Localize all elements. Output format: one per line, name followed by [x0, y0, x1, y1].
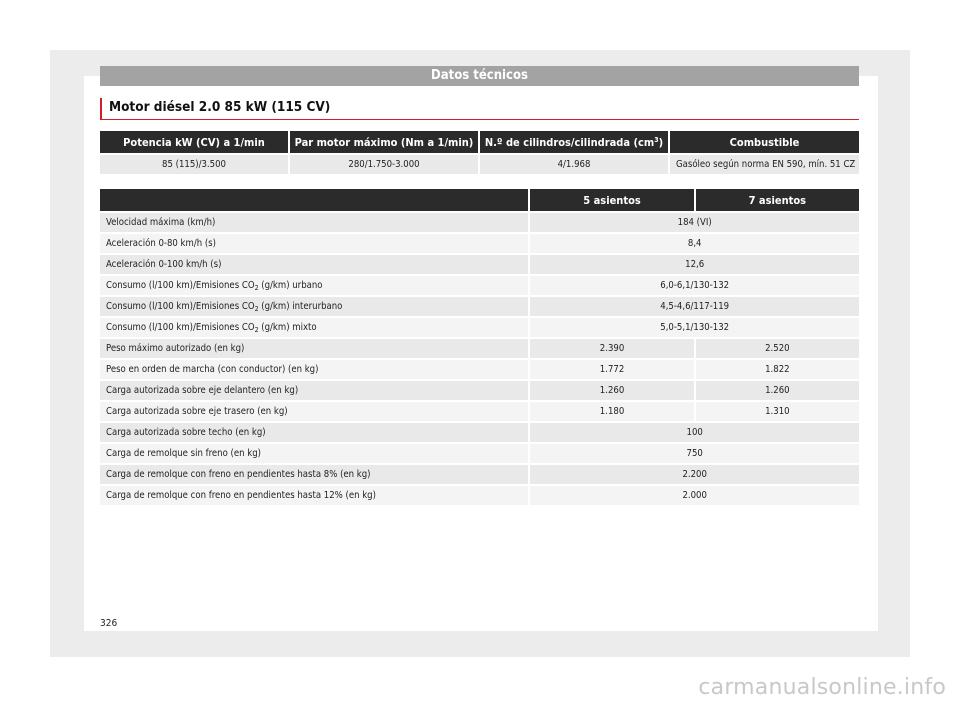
- label-text: (g/km) urbano: [258, 279, 323, 291]
- row-value-7-seats: 2.520: [696, 339, 859, 358]
- table-row: [100, 297, 859, 316]
- table-row: [100, 423, 859, 442]
- row-value-5-seats: 1.260: [530, 381, 693, 400]
- label-sub: 2: [254, 283, 259, 292]
- row-value: 750: [530, 444, 859, 463]
- table-row: [100, 402, 859, 421]
- row-label: [100, 318, 528, 337]
- row-label: [100, 276, 528, 295]
- header-5-seats: 5 asientos: [530, 189, 693, 211]
- label-sub: 2: [254, 325, 259, 334]
- row-value-5-seats: 1.180: [530, 402, 693, 421]
- row-value: 2.000: [530, 486, 859, 505]
- table-row: [100, 444, 859, 463]
- header-cylinders-suffix: ): [658, 135, 664, 149]
- row-label: Carga autorizada sobre eje trasero (en kg): [100, 402, 528, 421]
- header-empty: [100, 189, 528, 211]
- row-label: Carga autorizada sobre techo (en kg): [100, 423, 528, 442]
- row-value-7-seats: 1.822: [696, 360, 859, 379]
- page-title: Motor diésel 2.0 85 kW (115 CV): [100, 98, 859, 120]
- header-cylinders: [480, 131, 668, 153]
- engine-fuel: Gasóleo según norma EN 590, mín. 51 CZ: [670, 155, 859, 174]
- row-value: 8,4: [530, 234, 859, 253]
- engine-power: 85 (115)/3.500: [100, 155, 288, 174]
- table-row: [100, 465, 859, 484]
- table-row: [100, 339, 859, 358]
- row-label: Carga de remolque sin freno (en kg): [100, 444, 528, 463]
- label-text: Consumo (l/100 km)/Emisiones CO: [106, 321, 255, 333]
- table-row: [100, 381, 859, 400]
- row-value: 12,6: [530, 255, 859, 274]
- row-value: 4,5-4,6/117-119: [530, 297, 859, 316]
- row-value: 100: [530, 423, 859, 442]
- label-text: (g/km) interurbano: [258, 300, 343, 312]
- engine-table-row: [100, 155, 859, 174]
- row-value: 184 (VI): [530, 213, 859, 232]
- label-text: Consumo (l/100 km)/Emisiones CO: [106, 300, 255, 312]
- engine-table-header: [100, 131, 859, 153]
- row-value: 6,0-6,1/130-132: [530, 276, 859, 295]
- header-fuel: Combustible: [670, 131, 859, 153]
- row-value-5-seats: 1.772: [530, 360, 693, 379]
- row-label: Velocidad máxima (km/h): [100, 213, 528, 232]
- header-torque: Par motor máximo (Nm a 1/min): [290, 131, 478, 153]
- row-label: Carga de remolque con freno en pendientes hasta 12% (en kg): [100, 486, 528, 505]
- table-row: [100, 213, 859, 232]
- row-label: Carga autorizada sobre eje delantero (en kg): [100, 381, 528, 400]
- row-label: Aceleración 0-100 km/h (s): [100, 255, 528, 274]
- table-row: [100, 318, 859, 337]
- watermark: carmanualsonline.info: [698, 675, 946, 700]
- label-sub: 2: [254, 304, 259, 313]
- row-label: Peso en orden de marcha (con conductor) (en kg): [100, 360, 528, 379]
- engine-cylinders: 4/1.968: [480, 155, 668, 174]
- header-cylinders-sup: 3: [654, 135, 659, 144]
- engine-table: [98, 129, 861, 176]
- row-value-5-seats: 2.390: [530, 339, 693, 358]
- specs-table-header: [100, 189, 859, 211]
- table-row: [100, 276, 859, 295]
- page-number: 326: [100, 618, 118, 629]
- table-row: [100, 255, 859, 274]
- header-cylinders-prefix: N.º de cilindros/cilindrada (cm: [484, 135, 655, 149]
- header-power: Potencia kW (CV) a 1/min: [100, 131, 288, 153]
- header-7-seats: 7 asientos: [696, 189, 859, 211]
- table-row: [100, 360, 859, 379]
- table-row: [100, 486, 859, 505]
- label-text: Consumo (l/100 km)/Emisiones CO: [106, 279, 255, 291]
- engine-torque: 280/1.750-3.000: [290, 155, 478, 174]
- label-text: (g/km) mixto: [258, 321, 317, 333]
- row-label: Aceleración 0-80 km/h (s): [100, 234, 528, 253]
- section-header: Datos técnicos: [100, 66, 859, 86]
- row-label: Carga de remolque con freno en pendientes hasta 8% (en kg): [100, 465, 528, 484]
- table-row: [100, 234, 859, 253]
- row-value-7-seats: 1.260: [696, 381, 859, 400]
- row-value: 2.200: [530, 465, 859, 484]
- row-value-7-seats: 1.310: [696, 402, 859, 421]
- row-label: [100, 297, 528, 316]
- specs-table: [98, 187, 861, 507]
- row-value: 5,0-5,1/130-132: [530, 318, 859, 337]
- row-label: Peso máximo autorizado (en kg): [100, 339, 528, 358]
